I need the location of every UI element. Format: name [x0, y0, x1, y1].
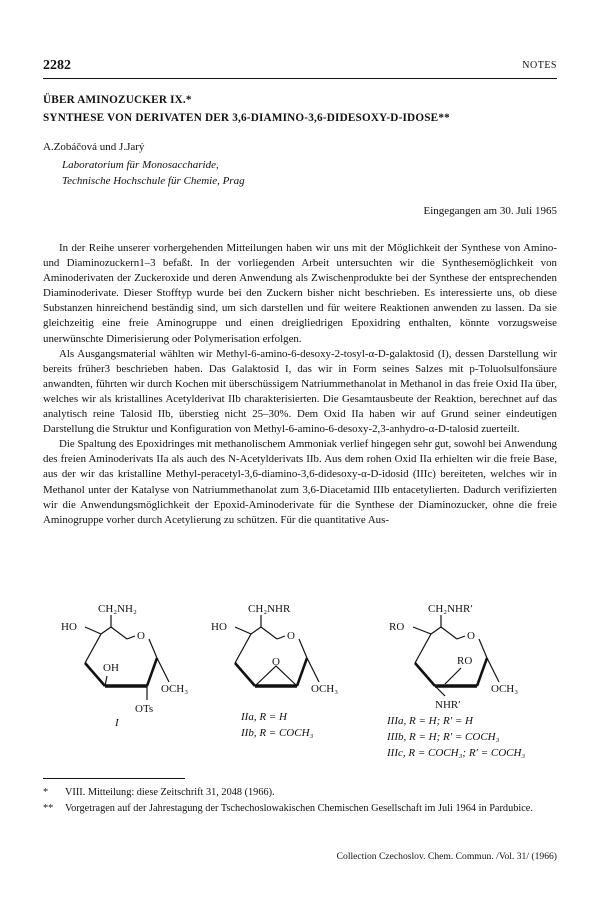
s3-ro-mid: RO — [457, 655, 473, 667]
affiliation-line1: Laboratorium für Monosaccharide, — [62, 159, 219, 171]
s1-compound-label: I — [115, 717, 119, 729]
s3-ring-o: O — [467, 630, 475, 642]
s1-oh: OH — [103, 662, 119, 674]
s2-ho: HO — [211, 621, 227, 633]
s1-ho: HO — [61, 621, 77, 633]
section-name: NOTES — [522, 60, 557, 71]
s2-och3: OCH₃ — [311, 683, 339, 695]
journal-footer: Collection Czechoslov. Chem. Commun. /Vol. 31/ (1966) — [336, 851, 557, 862]
received-date: Eingegangen am 30. Juli 1965 — [423, 205, 557, 217]
footnote-1-text: VIII. Mitteilung: diese Zeitschrift 31, 2048 (1966). — [65, 787, 275, 798]
s3-label-b: IIIb, R = H; R′ = COCH₃ — [387, 731, 500, 743]
s1-ots: OTs — [135, 703, 154, 715]
s3-och3: OCH₃ — [491, 683, 519, 695]
s1-och3: OCH₃ — [161, 683, 189, 695]
s3-ch2nhr: CH₂NHR′ — [428, 603, 473, 615]
s1-ch2nh2: CH₂NH₂ — [98, 603, 137, 615]
structure-II — [211, 603, 338, 739]
structure-III — [386, 603, 525, 759]
footnote-2 — [43, 802, 557, 816]
article-title-line1: ÜBER AMINOZUCKER IX.* — [43, 94, 192, 106]
article-title-line2: SYNTHESE VON DERIVATEN DER 3,6-DIAMINO-3,6-DIDESOXY-D-IDOSE** — [43, 112, 450, 124]
s3-label-c: IIIc, R = COCH₃; R′ = COCH₃ — [387, 747, 526, 759]
paragraph-2: Als Ausgangsmaterial wählten wir Methyl-6-amino-6-desoxy-2-tosyl-α-D-galaktosid (I), dessen Darstellung wir bereits früher3 beschrieben haben. Das Galaktosid I, das wir in Form seines Salzes mit p-Toluolsulfonsäure anwandten, führten wir durch Kochen mit überschüssigem Natriummethanolat in Methanol in das freie Oxid IIa über, welches wir als kristallines Acetylderivat IIb charakterisierten. Die Gesamtausbeute der Reaktion, berechnet auf das analytisch reine Talosid IIb, überstieg nicht 25–30%. Dem Oxid IIa haben wir auf Grund seiner eindeutigen Darstellung die Struktur und Konfiguration von Methyl-6-amino-6-desoxy-2,3-anhydro-α-D-talosid zuerteilt. — [43, 347, 557, 436]
article-body — [43, 241, 557, 528]
page-number: 2282 — [43, 58, 71, 73]
authors: A.Zobáčová und J.Jarý — [43, 141, 145, 153]
s2-ch2nhr: CH₂NHR — [248, 603, 291, 615]
s2-label-a: IIa, R = H — [241, 711, 287, 723]
s2-label-b: IIb, R = COCH₃ — [241, 727, 314, 739]
footnote-rule — [43, 778, 185, 779]
paragraph-1: In der Reihe unserer vorhergehenden Mitteilungen haben wir uns mit der Möglichkeit der Synthese von Amino- und Diaminozuckern1–3 befaßt. In der vorliegenden Arbeit untersuchten wir die Synthesemöglichkeit von Aminoderivaten der Zuckeroxide und deren Anwendung als Zwischenprodukte bei der Synthese der entsprechenden Diaminoderivate. Dieser Stofftyp wurde bei den Zuckern bisher nicht beschrieben. Es interessierte uns, ob diese Substanzen hinreichend beständig sind, um sich darstellen und für weitere Reaktionen anwenden zu lassen. Da sie gleichzeitig eine freie Aminogruppe und einen dreigliedrigen Epoxidring enthalten, könnte vorzugsweise unerwünschte Dimerisierung oder Polymerisation erfolgen. — [43, 242, 557, 345]
s2-ring-o: O — [287, 630, 295, 642]
paragraph-3: Die Spaltung des Epoxidringes mit methanolischem Ammoniak verlief hingegen sehr gut, sowohl bei Anwendung des freien Aminoderivats IIa als auch des N-Acetylderivats IIb. Aus dem rohen Oxid IIa erhielten wir die freie Base, aus der wir das kristalline Methyl-peracetyl-3,6-diamino-3,6-didesoxy-α-D-idosid (IIIc) bereiteten, welches wir in Methanol unter der Katalyse von Natriummethanolat zum 3,6-Diacetamid IIIb entacetylierten. Dadurch verifizierten wir die Anwendungsmöglichkeit der Epoxid-Aminoderivate für die Synthese der Diaminozucker, ohne die freie Aminogruppe vorher durch Acetylierung zu schützen. Für die quantitative Aus- — [43, 438, 557, 526]
running-header — [43, 58, 557, 79]
s1-ring-o: O — [137, 630, 145, 642]
chemical-structures — [43, 596, 557, 766]
s3-ro-top: RO — [389, 621, 405, 633]
footnote-2-text: Vorgetragen auf der Jahrestagung der Tschechoslowakischen Chemischen Gesellschaft im Juli 1964 in Pardubice. — [65, 803, 533, 814]
affiliation-line2: Technische Hochschule für Chemie, Prag — [62, 175, 245, 187]
footnote-1-mark: * — [43, 787, 49, 798]
s2-epoxide-o: O — [272, 656, 280, 668]
s3-label-a: IIIa, R = H; R′ = H — [387, 715, 473, 727]
footnote-1 — [43, 786, 557, 800]
footnote-2-mark: ** — [43, 803, 54, 814]
s3-nhr: NHR′ — [435, 699, 461, 711]
structure-I — [61, 603, 188, 729]
